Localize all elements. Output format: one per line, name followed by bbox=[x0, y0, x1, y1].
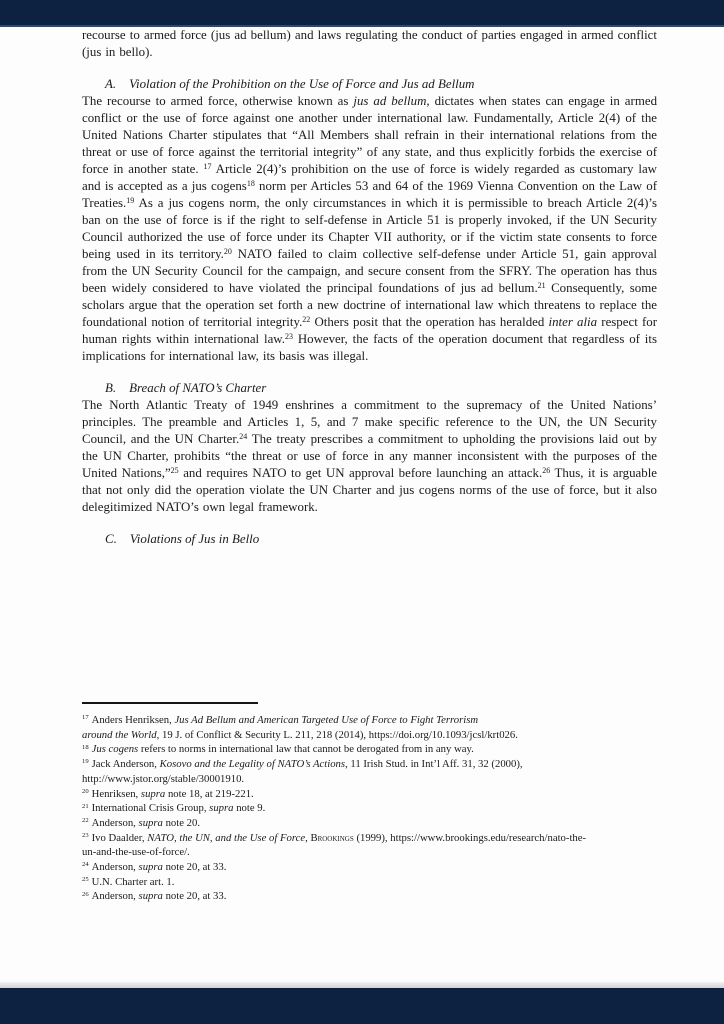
footnote-text: Ivo Daalder, NATO, the UN, and the Use of Force, Brookings (1999), https://www.brookings.edu/research/nato-the- un-and-the-use-of-force/. bbox=[82, 831, 587, 859]
footnote-text: Anderson, supra note 20, at 33. bbox=[91, 890, 227, 903]
section-heading-title: Violations of Jus in Bello bbox=[129, 532, 260, 546]
top-border-band bbox=[0, 0, 724, 27]
footnote-separator-rule bbox=[82, 702, 258, 704]
footnote-number: 26 bbox=[82, 890, 89, 898]
section-heading-label: A. bbox=[105, 77, 117, 91]
section-heading-title: Breach of NATO’s Charter bbox=[129, 381, 267, 395]
footnote-item bbox=[82, 875, 660, 890]
footnote-item bbox=[82, 860, 660, 875]
footnote-item bbox=[82, 713, 660, 742]
section-heading-label: B. bbox=[105, 381, 117, 395]
footnote-item bbox=[82, 801, 660, 816]
section-b-heading bbox=[105, 380, 657, 397]
footnote-text: Anderson, supra note 20. bbox=[91, 816, 200, 829]
footnote-number: 22 bbox=[82, 817, 89, 825]
footnote-number: 25 bbox=[82, 876, 89, 884]
section-c-heading bbox=[105, 531, 657, 548]
intro-paragraph: recourse to armed force (jus ad bellum) and laws regulating the conduct of parties engaged in armed conflict (jus in bello). bbox=[82, 28, 657, 59]
footnote-item bbox=[82, 831, 660, 860]
section-heading-label: C. bbox=[105, 532, 117, 546]
footnote-text: Anderson, supra note 20, at 33. bbox=[91, 861, 227, 874]
footnote-number: 17 bbox=[82, 714, 89, 722]
document-content bbox=[82, 27, 657, 548]
footnote-number: 20 bbox=[82, 787, 89, 795]
section-heading-title: Violation of the Prohibition on the Use of Force and Jus ad Bellum bbox=[129, 77, 475, 91]
footnote-item bbox=[82, 742, 660, 757]
footnote-number: 19 bbox=[82, 758, 89, 766]
footnote-text: Anders Henriksen, Jus Ad Bellum and American Targeted Use of Force to Fight Terrorism around the World, 19 J. of Conflict & Security L. 211, 218 (2014), https://doi.org/10.1093/jcsl/krt026. bbox=[82, 714, 518, 741]
footnote-number: 18 bbox=[82, 743, 89, 751]
footnote-item bbox=[82, 787, 660, 802]
footnote-list bbox=[82, 713, 660, 904]
footnote-item bbox=[82, 816, 660, 831]
bottom-border-band bbox=[0, 988, 724, 1024]
footnote-number: 24 bbox=[82, 861, 89, 869]
footnote-text: International Crisis Group, supra note 9. bbox=[91, 802, 266, 815]
footnote-item bbox=[82, 889, 660, 904]
footnote-number: 21 bbox=[82, 802, 89, 810]
footnote-text: Jus cogens refers to norms in international law that cannot be derogated from in any way. bbox=[91, 743, 474, 756]
footnote-text: Henriksen, supra note 18, at 219-221. bbox=[91, 787, 254, 800]
footnote-item bbox=[82, 757, 660, 786]
footnote-text: U.N. Charter art. 1. bbox=[91, 875, 175, 888]
section-a-paragraph: The recourse to armed force, otherwise known as jus ad bellum, dictates when states can engage in armed conflict or the use of force against one another under international law. Fundamentally, Article 2(4) of the United Nations Charter stipulates that “All Members shall refrain in their international relations from the threat or use of force against the territorial integrity” of any state, and thus explicitly forbids the exercise of force in another state. $^{17}$ Article 2(4)’s prohibition on the use of force is widely regarded as customary law and is accepted as a jus cogens$^{18}$ norm per Articles 53 and 64 of the 1969 Vienna Convention on the Law of Treaties.$^{19}$ As a jus cogens norm, the only circumstances in which it is permissible to breach Article 2(4)’s ban on the use of force is if the right to self-defense in Article 51 is properly invoked, if the UN Security Council authorized the use of force under its Chapter VII authority, or if the victim state consents to force being used in its territory.$^{20}$ NATO failed to claim collective self-defense under Article 51, gain approval from the UN Security Council for the campaign, and secure consent from the SFRY. The operation has thus been widely considered to have violated the principal foundations of jus ad bellum.$^{21}$ Consequently, some scholars argue that the operation set forth a new doctrine of international law which threatens to replace the foundational notion of territorial integrity.$^{22}$ Others posit that the operation has heralded inter alia respect for human rights within international law.$^{23}$ However, the facts of the operation document that regardless of its implications for international law, its basis was illegal. bbox=[82, 94, 658, 363]
footnote-number: 23 bbox=[82, 831, 89, 839]
footnote-block bbox=[82, 702, 660, 904]
section-a-heading bbox=[105, 76, 657, 93]
footnote-text: Jack Anderson, Kosovo and the Legality of NATO’s Actions, 11 Irish Stud. in Int’l Aff. 31, 32 (2000), http://www.jstor.org/stable/30001910. bbox=[82, 758, 523, 785]
section-b-paragraph: The North Atlantic Treaty of 1949 enshrines a commitment to the supremacy of the United Nations’ principles. The preamble and Articles 1, 5, and 7 make specific reference to the UN, the UN Security Council, and the UN Charter.$^{24}$ The treaty prescribes a commitment to upholding the provisions laid out by the UN Charter, prohibits “the threat or use of force in any manner inconsistent with the purposes of the United Nations,”$^{25}$ and requires NATO to get UN approval before launching an attack.$^{26}$ Thus, it is arguable that not only did the operation violate the UN Charter and jus cogens norms of the use of force, but it also delegitimized NATO’s own legal framework. bbox=[82, 398, 657, 514]
